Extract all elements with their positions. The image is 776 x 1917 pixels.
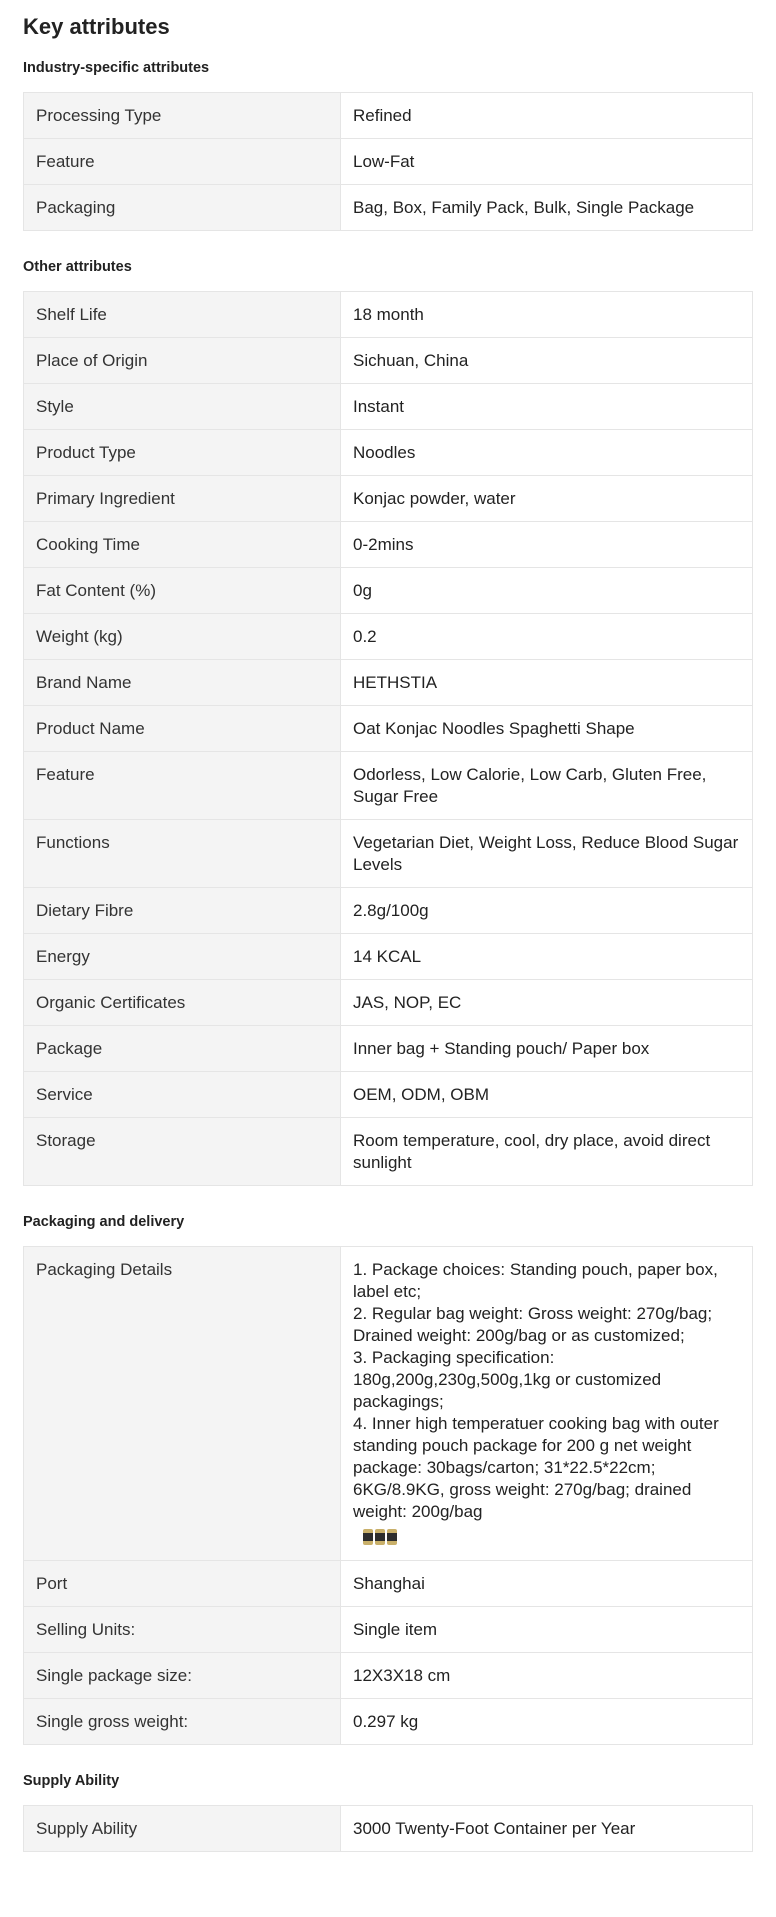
table-row: [24, 1561, 753, 1607]
attribute-key: Packaging Details: [24, 1247, 341, 1561]
attribute-key: Single gross weight:: [24, 1699, 341, 1745]
attribute-key: Feature: [24, 752, 341, 820]
attribute-value: Sichuan, China: [341, 338, 753, 384]
attribute-key: Packaging: [24, 185, 341, 231]
attribute-key: Product Name: [24, 706, 341, 752]
attribute-key: Place of Origin: [24, 338, 341, 384]
table-row: [24, 1699, 753, 1745]
attribute-key: Style: [24, 384, 341, 430]
attribute-value: 12X3X18 cm: [341, 1653, 753, 1699]
table-row: [24, 185, 753, 231]
attribute-value: Shanghai: [341, 1561, 753, 1607]
packaging-details-value: [341, 1247, 753, 1561]
attribute-key: Processing Type: [24, 93, 341, 139]
table-row: [24, 93, 753, 139]
attribute-value: Room temperature, cool, dry place, avoid direct sunlight: [341, 1118, 753, 1186]
table-row: [24, 568, 753, 614]
attribute-key: Service: [24, 1072, 341, 1118]
table-row: [24, 1806, 753, 1852]
attribute-key: Organic Certificates: [24, 980, 341, 1026]
attribute-value: Low-Fat: [341, 139, 753, 185]
attribute-value: JAS, NOP, EC: [341, 980, 753, 1026]
packaging-detail-line: 2. Regular bag weight: Gross weight: 270g/bag; Drained weight: 200g/bag or as customized;: [353, 1304, 713, 1345]
attribute-value: Refined: [341, 93, 753, 139]
section-title-other: Other attributes: [23, 259, 132, 275]
attribute-value: Single item: [341, 1607, 753, 1653]
attribute-key: Supply Ability: [24, 1806, 341, 1852]
table-row: [24, 384, 753, 430]
attribute-key: Product Type: [24, 430, 341, 476]
page-title: Key attributes: [23, 14, 170, 39]
table-row: [24, 139, 753, 185]
attribute-value: 0.297 kg: [341, 1699, 753, 1745]
table-row: [24, 820, 753, 888]
attribute-key: Selling Units:: [24, 1607, 341, 1653]
attribute-value: Instant: [341, 384, 753, 430]
table-row: [24, 1653, 753, 1699]
attribute-value: 0g: [341, 568, 753, 614]
other-attributes-table: [23, 291, 753, 1186]
attribute-key: Cooking Time: [24, 522, 341, 568]
table-row: [24, 888, 753, 934]
table-row: [24, 430, 753, 476]
section-title-supply: Supply Ability: [23, 1773, 120, 1789]
attribute-value: Vegetarian Diet, Weight Loss, Reduce Blood Sugar Levels: [341, 820, 753, 888]
section-title-packaging: Packaging and delivery: [23, 1214, 185, 1230]
attribute-value: Inner bag + Standing pouch/ Paper box: [341, 1026, 753, 1072]
table-row: [24, 1607, 753, 1653]
table-row: [24, 1026, 753, 1072]
packaging-detail-line: 3. Packaging specification: 180g,200g,230g,500g,1kg or customized packagings;: [353, 1348, 662, 1411]
attribute-key: Energy: [24, 934, 341, 980]
attribute-key: Dietary Fibre: [24, 888, 341, 934]
attribute-key: Single package size:: [24, 1653, 341, 1699]
section-title-industry: Industry-specific attributes: [23, 60, 210, 76]
jar-icon: [387, 1529, 397, 1545]
table-row: [24, 338, 753, 384]
attribute-key: Functions: [24, 820, 341, 888]
attribute-value: 18 month: [341, 292, 753, 338]
attribute-value: Oat Konjac Noodles Spaghetti Shape: [341, 706, 753, 752]
packaging-table: [23, 1246, 753, 1745]
table-row: [24, 660, 753, 706]
attribute-key: Storage: [24, 1118, 341, 1186]
industry-attributes-table: [23, 92, 753, 231]
attribute-key: Weight (kg): [24, 614, 341, 660]
attribute-value: HETHSTIA: [341, 660, 753, 706]
attribute-key: Brand Name: [24, 660, 341, 706]
table-row: [24, 476, 753, 522]
attribute-value: OEM, ODM, OBM: [341, 1072, 753, 1118]
attribute-value: 0-2mins: [341, 522, 753, 568]
table-row: [24, 934, 753, 980]
attribute-value: 14 KCAL: [341, 934, 753, 980]
attribute-key: Port: [24, 1561, 341, 1607]
attribute-value: Noodles: [341, 430, 753, 476]
table-row: [24, 1118, 753, 1186]
attribute-value: 2.8g/100g: [341, 888, 753, 934]
table-row: [24, 1072, 753, 1118]
attribute-key: Shelf Life: [24, 292, 341, 338]
attribute-value: Odorless, Low Calorie, Low Carb, Gluten Free, Sugar Free: [341, 752, 753, 820]
product-thumbnail-icon[interactable]: [363, 1529, 740, 1545]
table-row: [24, 522, 753, 568]
supply-table: [23, 1805, 753, 1852]
attribute-key: Primary Ingredient: [24, 476, 341, 522]
jar-icon: [363, 1529, 373, 1545]
attribute-key: Feature: [24, 139, 341, 185]
table-row: [24, 292, 753, 338]
attribute-value: 0.2: [341, 614, 753, 660]
attribute-value: 3000 Twenty-Foot Container per Year: [341, 1806, 753, 1852]
packaging-detail-line: 4. Inner high temperatuer cooking bag with outer standing pouch package for 200 g net weight package: 30bags/carton; 31*22.5*22cm; 6KG/8.9KG, gross weight: 270g/bag; drained weight: 200g/bag: [353, 1414, 719, 1521]
attribute-value: Bag, Box, Family Pack, Bulk, Single Package: [341, 185, 753, 231]
attribute-value: Konjac powder, water: [341, 476, 753, 522]
packaging-detail-line: 1. Package choices: Standing pouch, paper box, label etc;: [353, 1260, 718, 1301]
table-row: [24, 1247, 753, 1561]
table-row: [24, 752, 753, 820]
table-row: [24, 980, 753, 1026]
attribute-key: Fat Content (%): [24, 568, 341, 614]
jar-icon: [375, 1529, 385, 1545]
table-row: [24, 706, 753, 752]
attribute-key: Package: [24, 1026, 341, 1072]
table-row: [24, 614, 753, 660]
